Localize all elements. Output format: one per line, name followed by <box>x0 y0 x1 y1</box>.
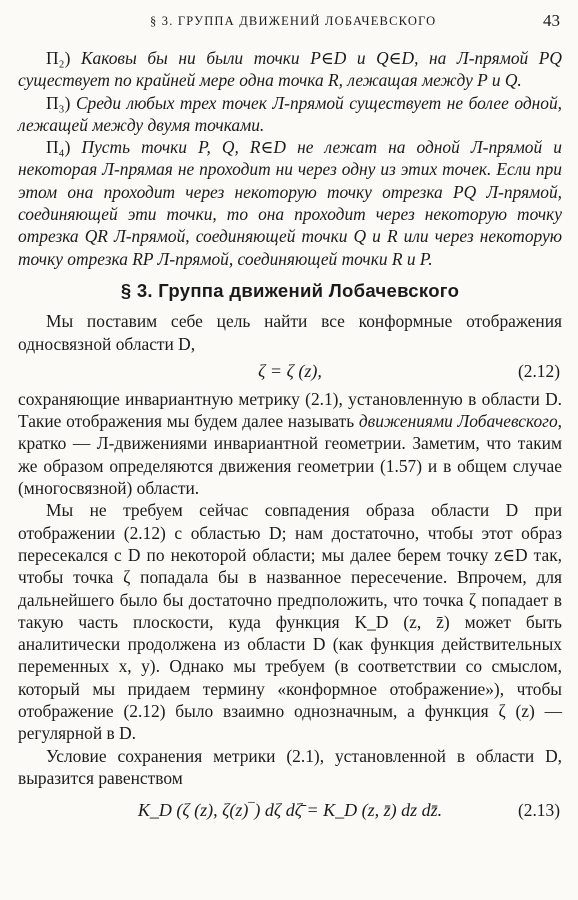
axiom-mark: П₂) <box>46 48 71 68</box>
equation-2-13 <box>18 797 562 829</box>
equation-expression: ζ = ζ (z), <box>258 360 322 381</box>
axiom-p2 <box>18 47 562 92</box>
axiom-text: Пусть точки P, Q, R∈D не лежат на одной Л-прямой и некоторая Л-прямая не проходит ни через одну из этих точек. Если при этом она проходит через некоторую точку отрезка PQ Л-прямой, соединяющей эти точки, то она проходит через некоторую точку отрезка QR Л-прямой, соединяющей точки Q и R или через некоторую точку отрезка RP Л-прямой, соединяющей точки R и P. <box>18 137 562 269</box>
defined-term: движениями Лобачевского <box>358 411 558 432</box>
axiom-text: Каковы бы ни были точки P∈D и Q∈D, на Л-прямой PQ существует по крайней мере одна точка R, лежащая между P и Q. <box>18 48 562 91</box>
equation-number: (2.13) <box>517 800 560 821</box>
page-body <box>18 47 562 831</box>
page-header <box>0 10 578 34</box>
paragraph: Мы не требуем сейчас совпадения образа области D при отображении (2.12) с областью D; нам достаточно, чтобы этот образ пересекался с D по некоторой области; мы далее берем точку z∈D так, чтобы точка ζ попадала бы в названное пересечение. Впрочем, для дальнейшего было бы достаточно предположить, что точка ζ попадает в такую часть плоскости, куда функция K_D (z, z̄) может быть аналитически продолжена из области D (как функция действительных переменных x, y). Однако мы требуем (в соответствии со смыслом, который мы придаем термину «конформное отображение»), чтобы отображение (2.12) было взаимно однозначным, а функция ζ (z) — регулярной в D. <box>18 500 562 744</box>
running-head: § 3. ГРУППА ДВИЖЕНИЙ ЛОБАЧЕВСКОГО <box>150 14 437 28</box>
page-number: 43 <box>543 11 560 30</box>
axiom-mark: П₄) <box>46 137 71 158</box>
equation-expression: K_D (ζ (z), ζ(z)‾) dζ dζ̄ = K_D (z, z̄) dz dz̄. <box>137 800 443 821</box>
axiom-p3 <box>18 92 562 137</box>
axiom-mark: П₃) <box>46 92 71 113</box>
equation-number: (2.12) <box>517 360 560 381</box>
axiom-text: Среди любых трех точек Л-прямой существует не более одной, лежащей между двумя точками. <box>18 92 562 135</box>
paragraph <box>18 388 562 499</box>
paragraph: Условие сохранения метрики (2.1), установленной в области D, выразится равенством <box>18 745 562 788</box>
paragraph-text: , кратко — Л-движениями инвариантной геометрии. Заметим, что таким же образом определяются движения геометрии (1.57) и в общем случае (многосвязной) области. <box>18 411 563 499</box>
paragraph: Мы поставим себе цель найти все конформные отображения односвязной области D, <box>18 311 562 354</box>
equation-2-12 <box>18 358 562 386</box>
axiom-p4 <box>18 136 562 270</box>
section-title: § 3. Группа движений Лобачевского <box>120 279 460 301</box>
paragraph-text: сохраняющие инвариантную метрику (2.1), установленную в области D. Такие отображения мы будем далее называть <box>18 388 562 432</box>
